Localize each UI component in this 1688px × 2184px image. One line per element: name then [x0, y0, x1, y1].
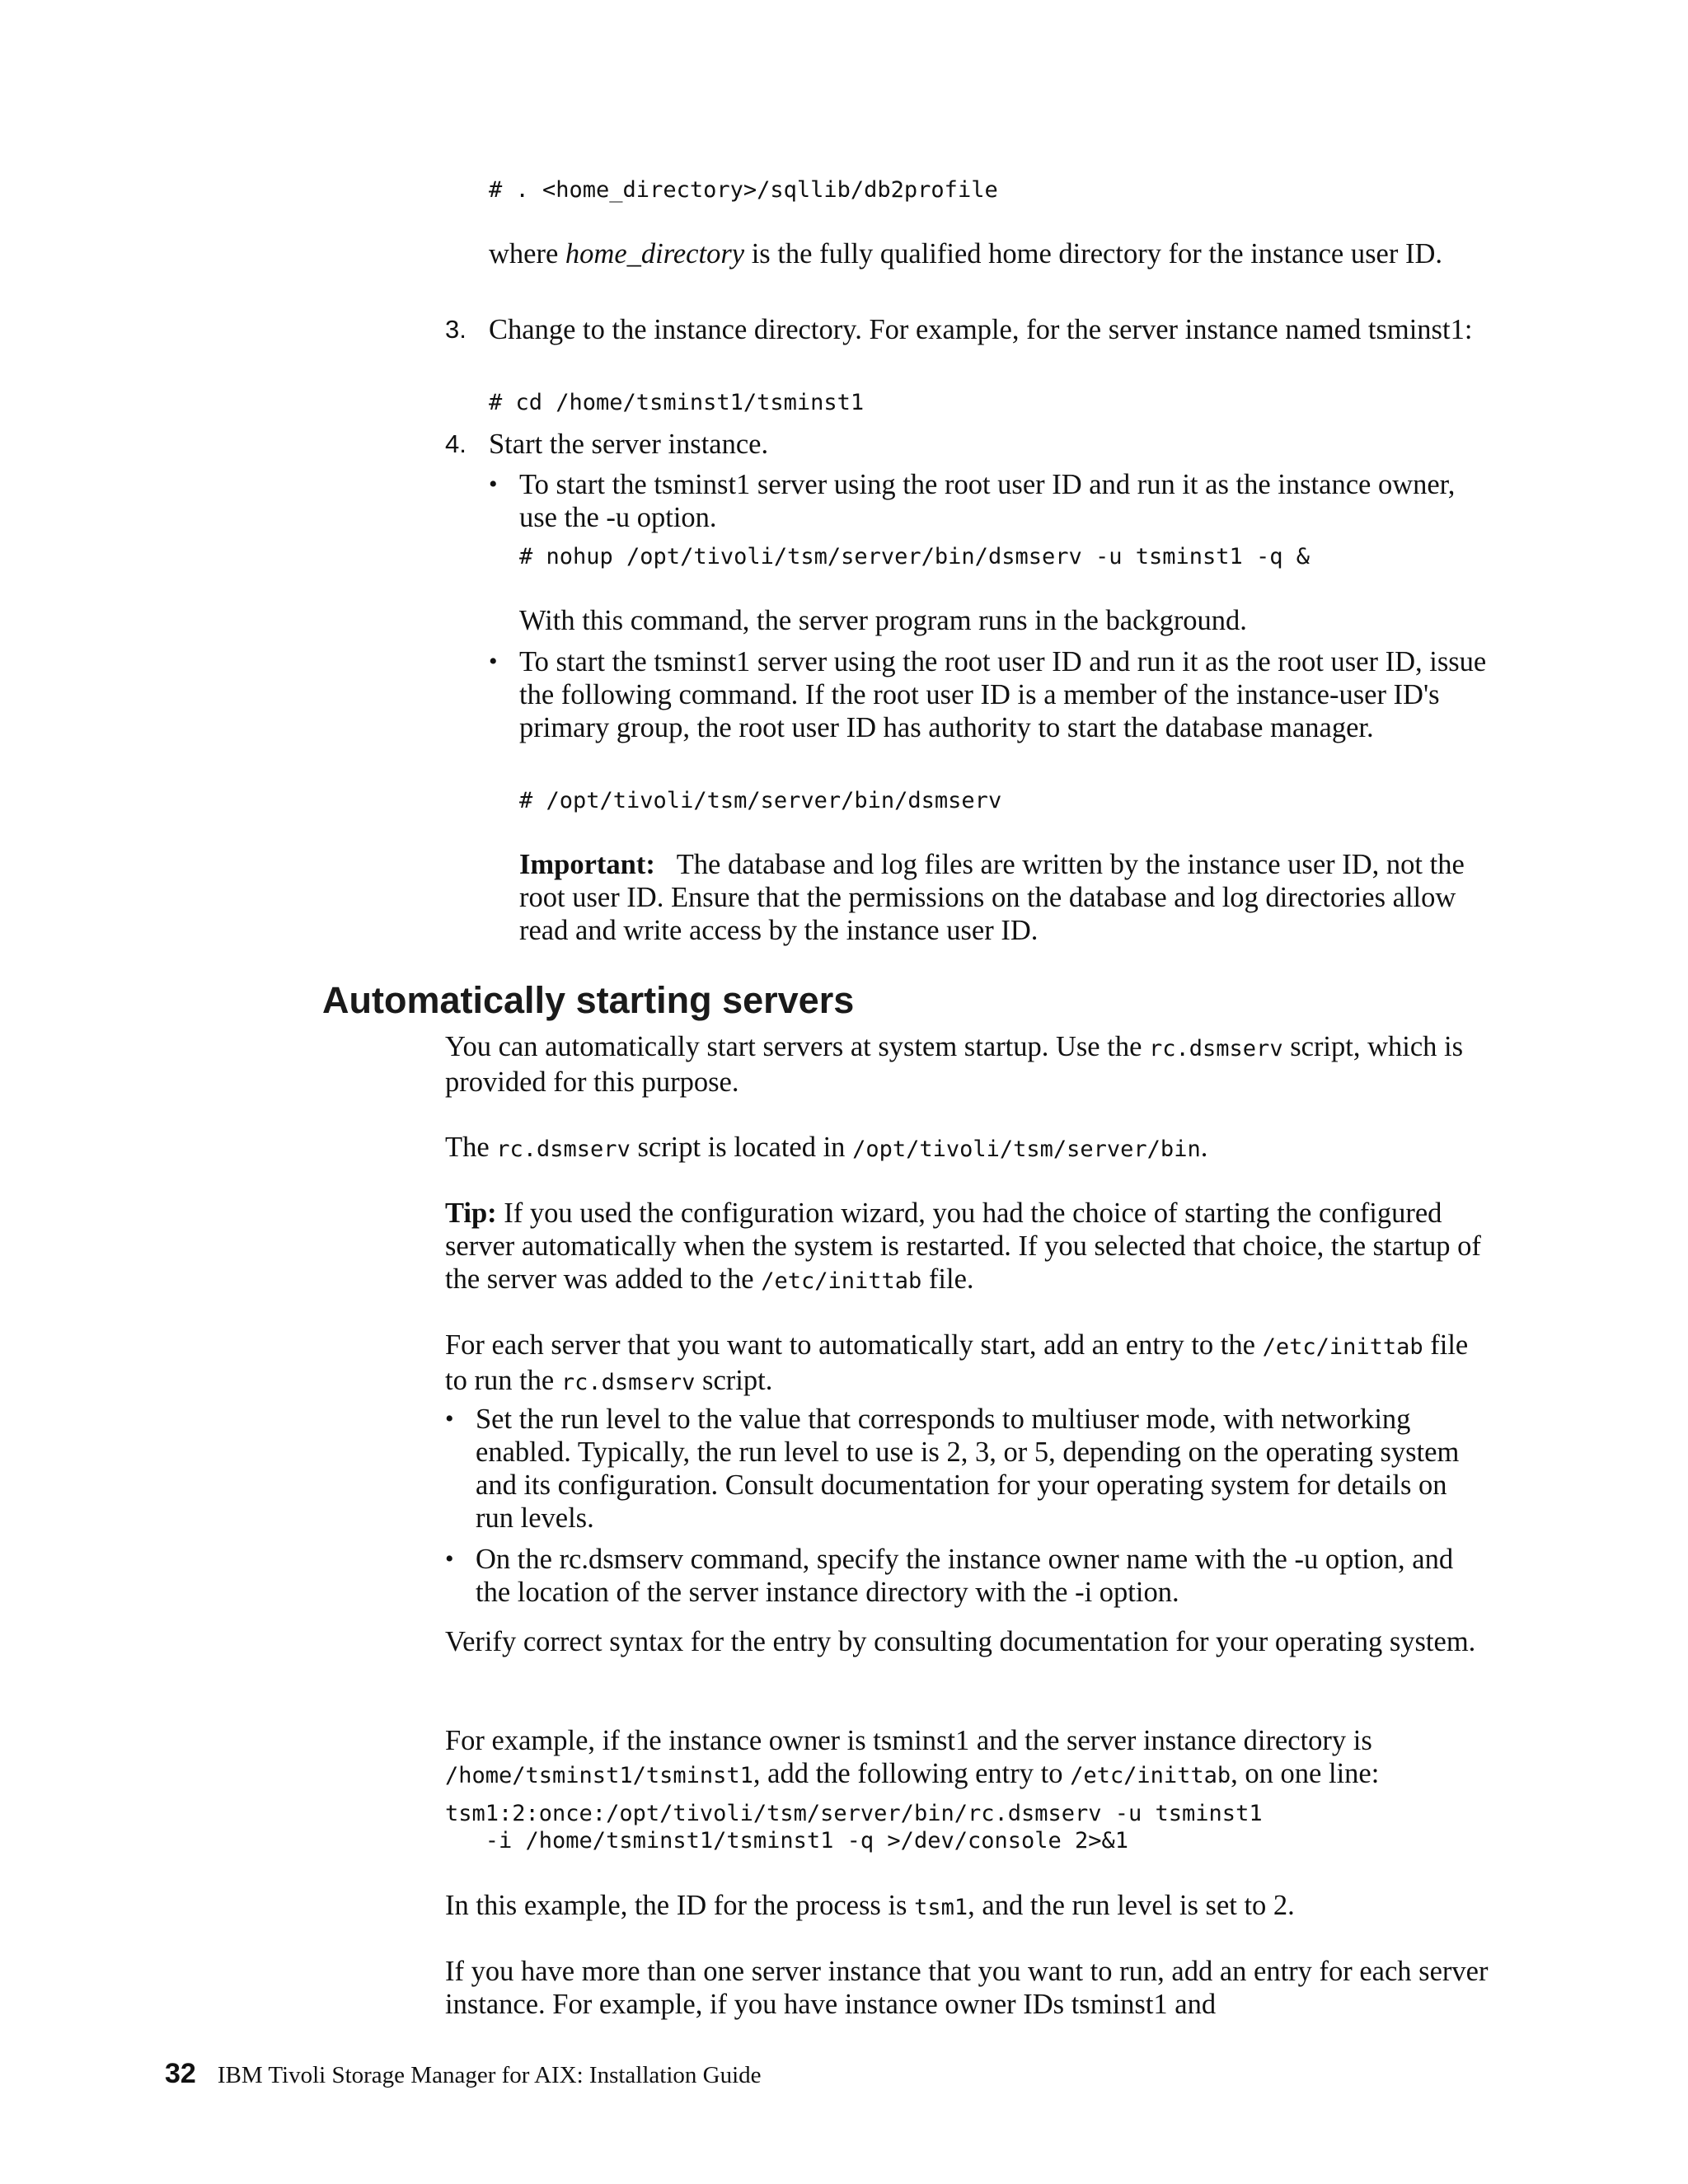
step-3-number: 3. — [445, 315, 467, 344]
bullet-icon: • — [489, 648, 498, 675]
paragraph-text: Verify correct syntax for the entry by consulting documentation for your operating system. — [445, 1626, 1476, 1657]
bullet-text: To start the tsminst1 server using the root user ID and run it as the root user ID, issue the following command. If the root user ID is a member of the instance-user ID's primary group, the root user ID has authority to start the database manager. — [519, 646, 1487, 743]
verify-syntax-paragraph — [445, 1625, 1492, 1658]
text-span: In this example, the ID for the process is — [445, 1890, 915, 1921]
inline-code: rc.dsmserv — [496, 1137, 631, 1162]
text-span: , add the following entry to — [753, 1758, 1071, 1789]
code-line: # /opt/tivoli/tsm/server/bin/dsmserv — [519, 788, 1002, 813]
text-span: . — [1200, 1132, 1208, 1163]
process-id-paragraph — [445, 1889, 1492, 1924]
code-line: -i /home/tsminst1/tsminst1 -q >/dev/console 2>&1 — [445, 1828, 1129, 1854]
text-span: , and the run level is set to 2. — [968, 1890, 1295, 1921]
text-span: For each server that you want to automatically start, add an entry to the — [445, 1329, 1263, 1361]
nohup-command — [519, 543, 1310, 570]
code-line: # . <home_directory>/sqllib/db2profile — [489, 177, 998, 203]
text-span: , on one line: — [1231, 1758, 1380, 1789]
inline-code: /opt/tivoli/tsm/server/bin — [852, 1137, 1201, 1162]
multiple-instances-paragraph — [445, 1955, 1492, 2021]
inline-code: /home/tsminst1/tsminst1 — [445, 1763, 753, 1788]
intro-paragraph — [445, 1030, 1492, 1099]
text-span: If you used the configuration wizard, you had the choice of starting the configured server automatically when the system is restarted. If you selected that choice, the startup of the server was added to the — [445, 1197, 1481, 1295]
background-note — [519, 604, 1492, 637]
text-span: file. — [921, 1263, 974, 1295]
inline-code: rc.dsmserv — [560, 1370, 696, 1395]
bullet-icon: • — [445, 1405, 454, 1432]
bullet-icon: • — [445, 1545, 454, 1572]
page-number: 32 — [165, 2058, 196, 2089]
step-4-paragraph: Start the server instance. — [489, 429, 769, 460]
bullet-text: To start the tsminst1 server using the root user ID and run it as the instance owner, use the -u option. — [519, 469, 1456, 533]
step-4-bullet-2 — [519, 645, 1492, 744]
text-span: file to run the — [445, 1329, 1469, 1396]
tip-label: Tip: — [445, 1197, 497, 1229]
step-4-bullet-1 — [519, 468, 1492, 534]
script-location-paragraph — [445, 1131, 1492, 1166]
inline-code: /etc/inittab — [761, 1268, 922, 1294]
inline-code: rc.dsmserv — [1149, 1036, 1283, 1062]
text-span: script is located in — [630, 1132, 853, 1163]
tip-paragraph — [445, 1197, 1492, 1298]
bullet-icon: • — [489, 471, 498, 498]
paragraph-text: If you have more than one server instance that you want to run, add an entry for each server instance. For example, if you have instance owner IDs tsminst1 and — [445, 1956, 1489, 2020]
text-span: is the fully qualified home directory for the instance user ID. — [744, 238, 1442, 269]
inline-code: /etc/inittab — [1070, 1763, 1231, 1788]
inittab-paragraph — [445, 1329, 1492, 1399]
page-footer — [165, 2058, 762, 2090]
home-directory-term: home_directory — [565, 238, 745, 269]
db2profile-command — [489, 176, 998, 204]
rc-dsmserv-bullet — [476, 1543, 1492, 1609]
where-paragraph — [489, 237, 1486, 270]
step-4-number: 4. — [445, 429, 467, 458]
text-span: script. — [695, 1365, 773, 1396]
important-note — [519, 848, 1492, 947]
step-3-text — [489, 313, 1486, 346]
dsmserv-command — [519, 787, 1001, 814]
important-text: The database and log files are written by the instance user ID, not the root user ID. Ensure that the permissions on the database and log directories allow read and write access by the instance user ID. — [519, 849, 1465, 946]
text-span: where — [489, 238, 565, 269]
text-span: For example, if the instance owner is tsminst1 and the server instance directory is — [445, 1725, 1372, 1756]
step-3-command — [489, 389, 864, 416]
inline-code: tsm1 — [914, 1895, 968, 1920]
bullet-text: Set the run level to the value that corresponds to multiuser mode, with networking enabled. Typically, the run level to use is 2, 3, or 5, depending on the operating system and its configuration. Consult documentation for your operating system for details on run levels. — [476, 1404, 1460, 1534]
inittab-entry-code — [445, 1800, 1263, 1854]
code-line: # cd /home/tsminst1/tsminst1 — [489, 390, 865, 415]
text-span: script, which is provided for this purpose. — [445, 1031, 1464, 1098]
inline-code: /etc/inittab — [1262, 1334, 1423, 1360]
example-paragraph — [445, 1724, 1492, 1793]
section-heading: Automatically starting servers — [322, 979, 855, 1021]
text-span: The — [445, 1132, 497, 1163]
bullet-text: On the rc.dsmserv command, specify the instance owner name with the -u option, and the location of the server instance directory with the -i option. — [476, 1544, 1454, 1608]
footer-title: IBM Tivoli Storage Manager for AIX: Installation Guide — [217, 2062, 762, 2088]
step-4-text — [489, 428, 1486, 461]
important-label: Important: — [519, 849, 655, 880]
code-line: tsm1:2:once:/opt/tivoli/tsm/server/bin/rc.dsmserv -u tsminst1 — [445, 1801, 1263, 1826]
code-line: # nohup /opt/tivoli/tsm/server/bin/dsmserv -u tsminst1 -q & — [519, 544, 1311, 569]
note-text: With this command, the server program runs in the background. — [519, 605, 1247, 636]
run-level-bullet — [476, 1403, 1492, 1535]
text-span: You can automatically start servers at system startup. Use the — [445, 1031, 1150, 1062]
step-3-paragraph: Change to the instance directory. For example, for the server instance named tsminst1: — [489, 314, 1473, 345]
